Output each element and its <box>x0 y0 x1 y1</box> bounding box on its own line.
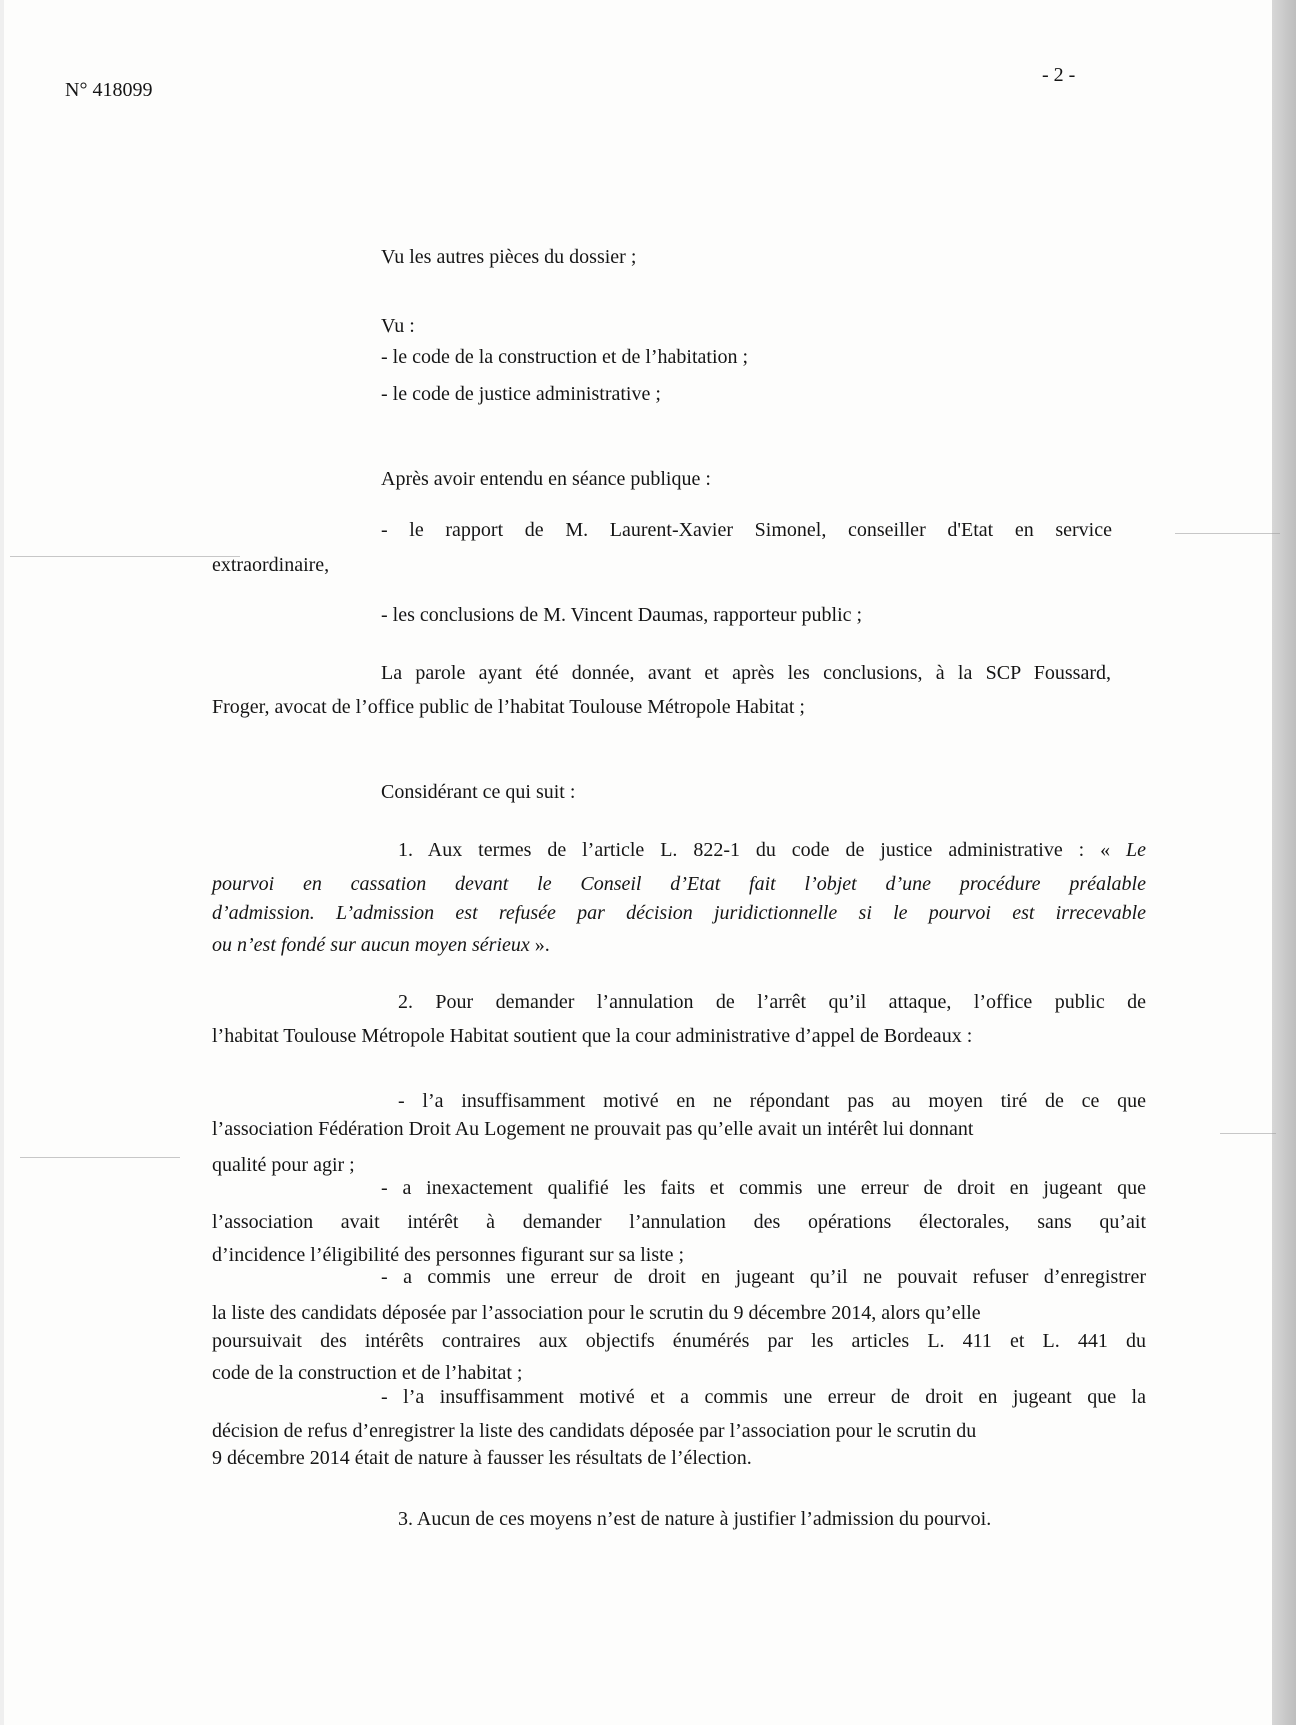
paragraph-1-close: ». <box>529 934 550 956</box>
moyen-2-line-1: - a inexactement qualifié les faits et commis une erreur de droit en jugeant que <box>381 1177 1146 1199</box>
scan-right-edge <box>1272 0 1296 1725</box>
scan-artifact-line <box>1220 1133 1276 1134</box>
moyen-1-line-2: l’association Fédération Droit Au Logement ne prouvait pas qu’elle avait un intérêt lui donnant <box>212 1118 974 1140</box>
conclusions-line: - les conclusions de M. Vincent Daumas, rapporteur public ; <box>381 604 863 626</box>
paragraph-1-line-4 <box>212 935 550 955</box>
rapport-line-2: extraordinaire, <box>212 554 330 576</box>
case-number: N° 418099 <box>65 79 153 101</box>
paragraph-1-quote-start: Le <box>1126 839 1146 861</box>
paragraph-2-line-1: 2. Pour demander l’annulation de l’arrêt qu’il attaque, l’office public de <box>398 991 1146 1013</box>
moyen-4-line-3: 9 décembre 2014 était de nature à fausser les résultats de l’élection. <box>212 1447 752 1469</box>
visa-pieces: Vu les autres pièces du dossier ; <box>381 246 637 268</box>
parole-line-2: Froger, avocat de l’office public de l’habitat Toulouse Métropole Habitat ; <box>212 696 805 718</box>
visa-code-construction: - le code de la construction et de l’habitation ; <box>381 346 749 368</box>
rapport-line-1: - le rapport de M. Laurent-Xavier Simonel, conseiller d'Etat en service <box>381 519 1112 541</box>
moyen-1-line-3: qualité pour agir ; <box>212 1154 355 1176</box>
considerant-intro: Considérant ce qui suit : <box>381 781 576 803</box>
paragraph-1-quote-end: ou n’est fondé sur aucun moyen sérieux <box>212 934 530 956</box>
moyen-2-line-3: d’incidence l’éligibilité des personnes figurant sur sa liste ; <box>212 1244 685 1266</box>
paragraph-2-line-2: l’habitat Toulouse Métropole Habitat soutient que la cour administrative d’appel de Bordeaux : <box>212 1025 973 1047</box>
paragraph-1-line-3: d’admission. L’admission est refusée par décision juridictionnelle si le pourvoi est irrecevable <box>212 902 1146 924</box>
moyen-3-line-4: code de la construction et de l’habitat ; <box>212 1362 523 1384</box>
moyen-3-line-2: la liste des candidats déposée par l’association pour le scrutin du 9 décembre 2014, alors qu’elle <box>212 1302 981 1324</box>
moyen-2-line-2: l’association avait intérêt à demander l’annulation des opérations électorales, sans qu’ait <box>212 1211 1146 1233</box>
moyen-4-line-1: - l’a insuffisamment motivé et a commis une erreur de droit en jugeant que la <box>381 1386 1146 1408</box>
scan-artifact-line <box>10 556 240 557</box>
paragraph-1-line-2: pourvoi en cassation devant le Conseil d’Etat fait l’objet d’une procédure préalable <box>212 873 1146 895</box>
paragraph-3: 3. Aucun de ces moyens n’est de nature à justifier l’admission du pourvoi. <box>398 1508 992 1530</box>
paragraph-1-line-1-text: 1. Aux termes de l’article L. 822-1 du code de justice administrative : « <box>398 839 1126 861</box>
parole-line-1: La parole ayant été donnée, avant et après les conclusions, à la SCP Foussard, <box>381 662 1111 684</box>
page-number: - 2 - <box>1042 64 1076 86</box>
visa-code-justice: - le code de justice administrative ; <box>381 383 661 405</box>
scan-artifact-line <box>1175 533 1280 534</box>
scan-artifact-line <box>20 1157 180 1158</box>
paragraph-1-line-1 <box>398 840 1146 860</box>
moyen-3-line-3: poursuivait des intérêts contraires aux objectifs énumérés par les articles L. 411 et L. 441 du <box>212 1330 1146 1352</box>
visa-vu: Vu : <box>381 315 415 337</box>
hearing-intro: Après avoir entendu en séance publique : <box>381 468 711 490</box>
moyen-4-line-2: décision de refus d’enregistrer la liste des candidats déposée par l’association pour le scrutin du <box>212 1420 977 1442</box>
scan-left-edge <box>0 0 4 1725</box>
moyen-3-line-1: - a commis une erreur de droit en jugeant qu’il ne pouvait refuser d’enregistrer <box>381 1266 1146 1288</box>
moyen-1-line-1: - l’a insuffisamment motivé en ne répondant pas au moyen tiré de ce que <box>398 1090 1146 1112</box>
